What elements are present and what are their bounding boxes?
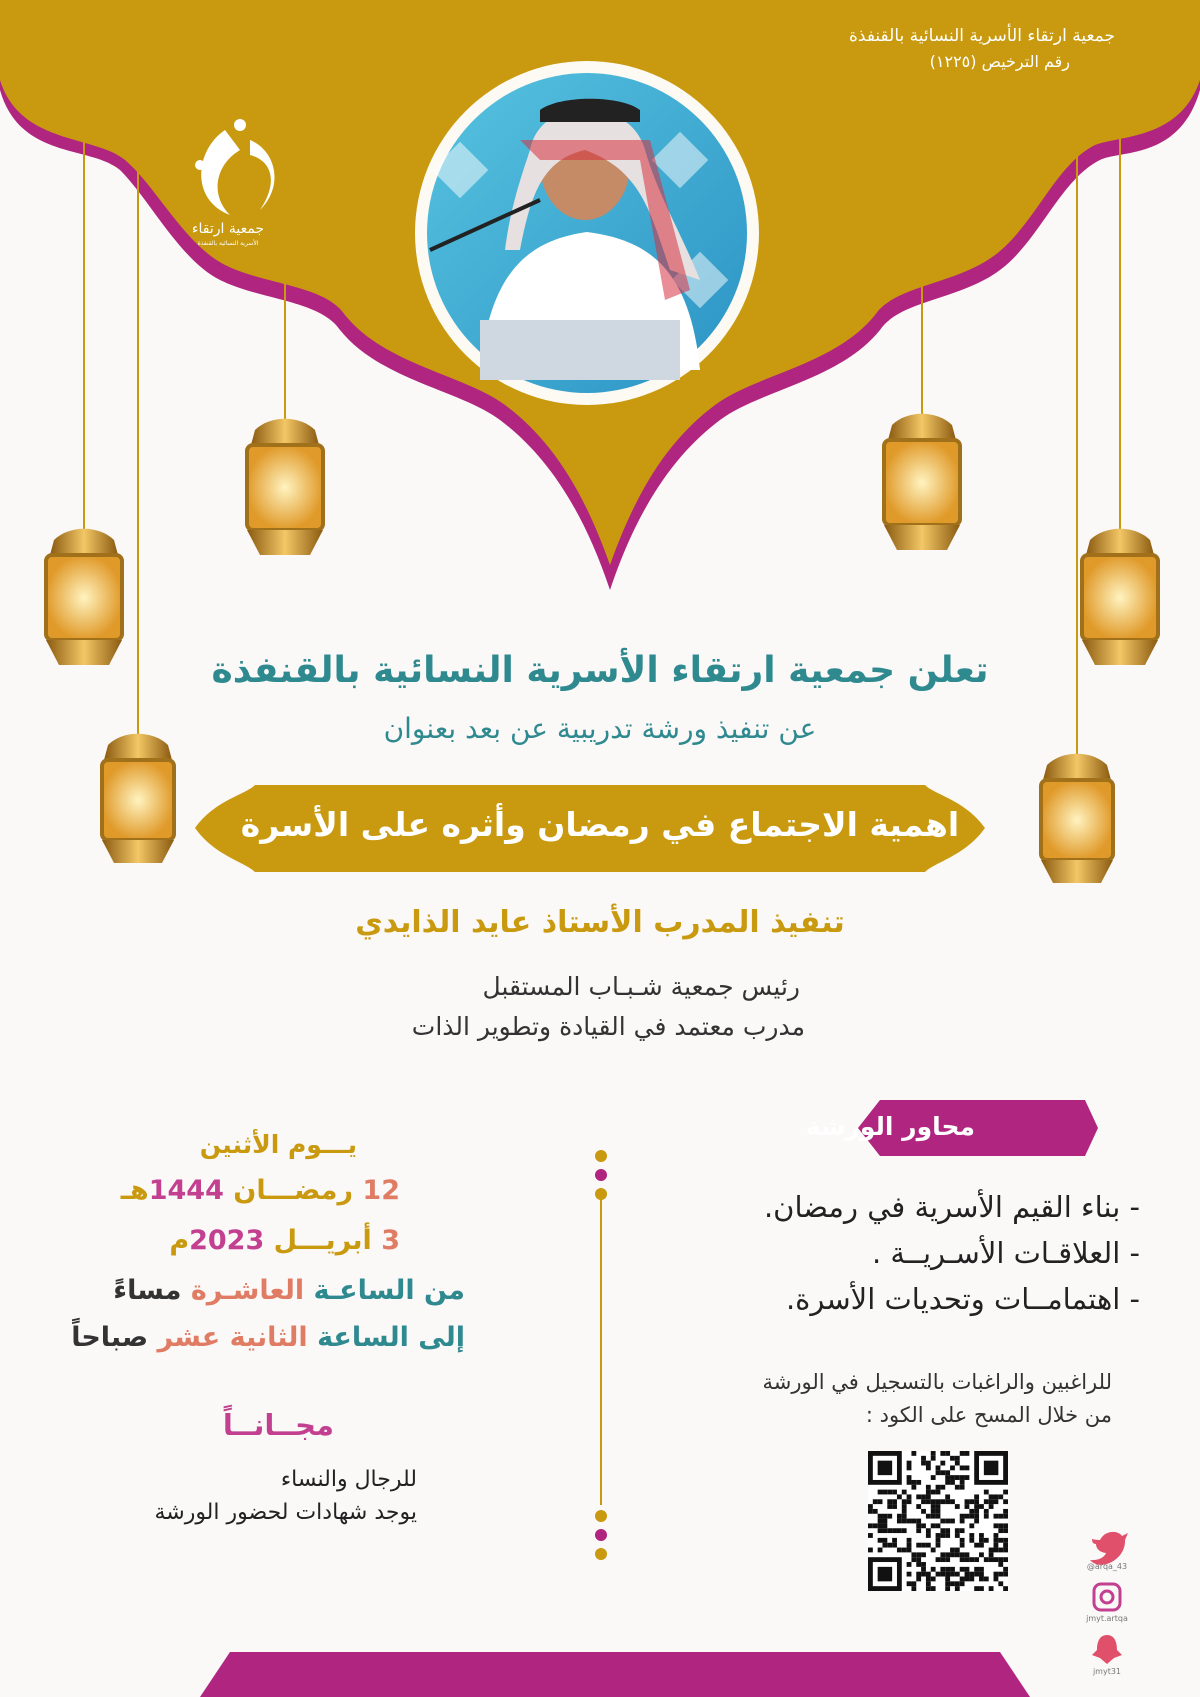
time-to-value: الثانية عشر bbox=[157, 1322, 308, 1353]
certificates-text: يوجد شهادات لحضور الورشة bbox=[154, 1500, 417, 1525]
time-to-period: صباحاً bbox=[71, 1322, 149, 1353]
registration-instruction: من خلال المسح على الكود : bbox=[865, 1403, 1112, 1427]
workshop-title: اهمية الاجتماع في رمضان وأثره على الأسرة bbox=[240, 805, 960, 844]
hijri-day: 12 bbox=[362, 1175, 400, 1206]
twitter-handle[interactable]: @arqa_43 bbox=[1086, 1562, 1128, 1571]
schedule-day: يـــوم الأثنين bbox=[199, 1130, 357, 1159]
instagram-handle[interactable]: jmyt.artqa bbox=[1086, 1614, 1128, 1623]
logo-subtitle: الأسرية النسائية بالقنفذة bbox=[197, 240, 259, 247]
audience-text: للرجال والنساء bbox=[280, 1467, 417, 1492]
greg-suffix: م bbox=[169, 1225, 190, 1256]
trainer-role-1: رئيس جمعية شـبـاب المستقبل bbox=[482, 972, 800, 1001]
time-from-period: مساءً bbox=[113, 1275, 182, 1306]
hijri-year: 1444 bbox=[148, 1175, 224, 1206]
hijri-suffix: هـ bbox=[120, 1175, 149, 1206]
axis-item: - العلاقـات الأسـريــة . bbox=[871, 1236, 1140, 1270]
announcement-subtitle: عن تنفيذ ورشة تدريبية عن بعد بعنوان bbox=[383, 712, 817, 745]
time-from bbox=[113, 1275, 465, 1306]
greg-year: 2023 bbox=[189, 1225, 265, 1256]
gregorian-date bbox=[169, 1225, 400, 1256]
time-from-prefix: من الساعـة bbox=[313, 1275, 465, 1306]
free-label: مجــانــاً bbox=[222, 1408, 334, 1442]
snapchat-handle[interactable]: jmyt31 bbox=[1092, 1667, 1122, 1676]
logo-name: جمعية ارتقاء bbox=[191, 221, 265, 237]
registration-qr-code[interactable] bbox=[868, 1451, 1008, 1591]
workshop-axes-title: محاور الورشة bbox=[805, 1112, 975, 1141]
greg-day: 3 bbox=[381, 1225, 400, 1256]
license-number: رقم الترخيص (١٢٢٥) bbox=[929, 52, 1070, 71]
time-to bbox=[71, 1322, 465, 1353]
hijri-month: رمضـــان bbox=[233, 1175, 354, 1206]
announcement-title: تعلن جمعية ارتقاء الأسرية النسائية بالقنفذة bbox=[211, 650, 989, 691]
time-from-value: العاشـرة bbox=[190, 1275, 305, 1306]
registration-text: للراغبين والراغبات بالتسجيل في الورشة bbox=[762, 1370, 1112, 1394]
axis-item: - بناء القيم الأسرية في رمضان. bbox=[763, 1190, 1140, 1224]
trainer-role-2: مدرب معتمد في القيادة وتطوير الذات bbox=[411, 1012, 805, 1041]
greg-month: أبريـــل bbox=[273, 1225, 372, 1256]
org-name-header: جمعية ارتقاء الأسرية النسائية بالقنفذة bbox=[849, 26, 1115, 46]
trainer-name: تنفيذ المدرب الأستاذ عايد الذايدي bbox=[355, 905, 845, 940]
hijri-date bbox=[121, 1175, 400, 1206]
time-to-prefix: إلى الساعة bbox=[317, 1322, 465, 1353]
axis-item: - اهتمامــات وتحديات الأسرة. bbox=[785, 1282, 1140, 1316]
